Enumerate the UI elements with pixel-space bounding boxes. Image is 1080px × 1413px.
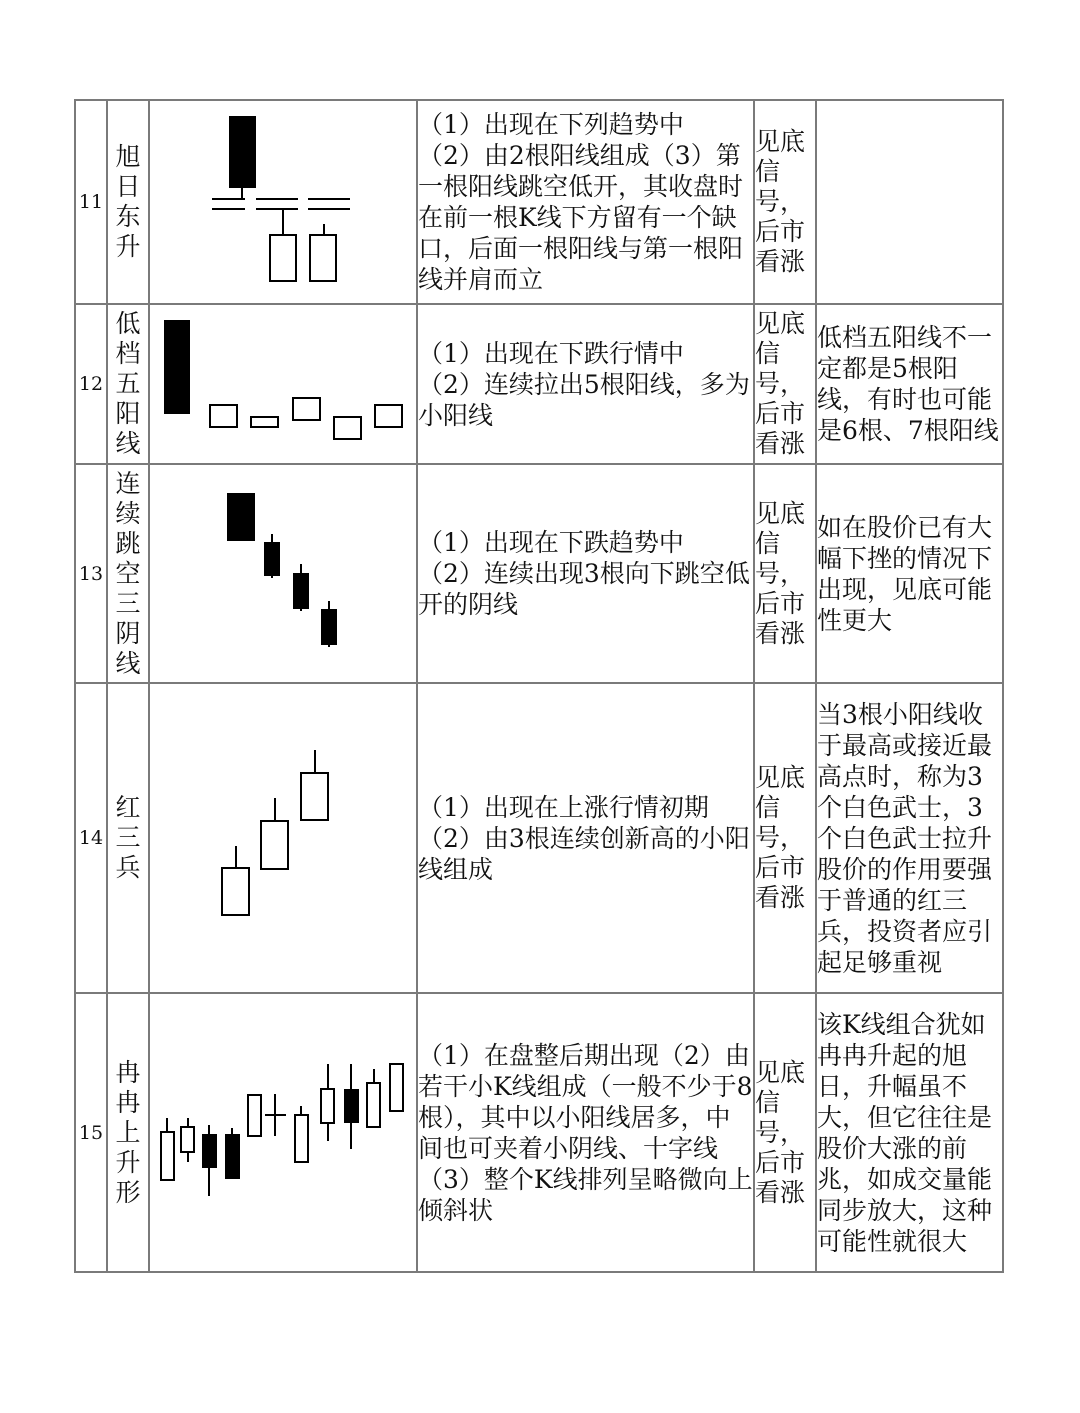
- pattern-name: 旭日东升: [107, 100, 149, 304]
- candle-bull: [261, 821, 288, 869]
- candlestick-figure-14: [150, 685, 414, 991]
- pattern-note: 当3根小阳线收于最高或接近最高点时，称为3个白色武士，3个白色武士拉升股价的作用要强于普通的红三兵，投资者应引起足够重视: [816, 683, 1003, 993]
- pattern-figure: [149, 993, 417, 1272]
- pattern-figure: [149, 464, 417, 683]
- table-row: [75, 464, 1003, 683]
- candle-bull: [334, 417, 361, 439]
- pattern-features: （1）出现在下跌趋势中 （2）连续出现3根向下跳空低开的阴线: [417, 464, 754, 683]
- row-number: 11: [75, 100, 107, 304]
- candle-bull: [375, 405, 402, 427]
- candlestick-figure-12: [150, 306, 414, 462]
- pattern-features: （1）出现在下跌行情中 （2）连续拉出5根阳线，多为小阳线: [417, 304, 754, 464]
- pattern-figure: [149, 683, 417, 993]
- table-row: [75, 304, 1003, 464]
- candlestick-figure-15: [150, 995, 414, 1270]
- candle-bear: [225, 1134, 240, 1179]
- table-row: [75, 100, 1003, 304]
- candle-bear: [344, 1089, 359, 1123]
- pattern-name: 冉冉上升形: [107, 993, 149, 1272]
- candlestick-figure-11: [150, 102, 414, 302]
- candle-bear: [264, 542, 280, 576]
- pattern-signal: 见底信号，后市看涨: [754, 100, 816, 304]
- candle-bull: [310, 235, 336, 281]
- candle-bull: [161, 1132, 174, 1180]
- candle-bear: [293, 573, 309, 609]
- table-row: [75, 993, 1003, 1272]
- pattern-features: （1）出现在上涨行情初期 （2）由3根连续创新高的小阳线组成: [417, 683, 754, 993]
- candle-bear: [229, 116, 256, 188]
- pattern-signal: 见底信号，后市看涨: [754, 464, 816, 683]
- candle-bull: [295, 1115, 308, 1162]
- candle-bull: [293, 398, 320, 420]
- pattern-note: 该K线组合犹如冉冉升起的旭日，升幅虽不大，但它往往是股价大涨的前兆，如成交量能同步放大，这种可能性就很大: [816, 993, 1003, 1272]
- candle-bull: [181, 1127, 194, 1152]
- pattern-figure: [149, 100, 417, 304]
- pattern-signal: 见底信号，后市看涨: [754, 993, 816, 1272]
- pattern-features: （1）出现在下列趋势中 （2）由2根阳线组成（3）第一根阳线跳空低开，其收盘时在前一根K线下方留有一个缺口，后面一根阳线与第一根阳线并肩而立: [417, 100, 754, 304]
- candle-bear: [321, 609, 337, 645]
- row-number: 14: [75, 683, 107, 993]
- pattern-figure: [149, 304, 417, 464]
- pattern-name: 低档五阳线: [107, 304, 149, 464]
- candle-bull: [367, 1083, 380, 1127]
- pattern-features: （1）在盘整后期出现（2）由若干小K线组成（一般不少于8根），其中以小阳线居多，中间也可夹着小阴线、十字线（3）整个K线排列呈略微向上倾斜状: [417, 993, 754, 1272]
- candle-bull: [321, 1089, 334, 1123]
- pattern-signal: 见底信号，后市看涨: [754, 304, 816, 464]
- row-number: 13: [75, 464, 107, 683]
- candle-bear: [202, 1134, 217, 1168]
- candle-bear: [227, 493, 255, 541]
- pattern-note: [816, 100, 1003, 304]
- row-number: 15: [75, 993, 107, 1272]
- candlestick-figure-13: [150, 466, 414, 681]
- pattern-note: 如在股价已有大幅下挫的情况下出现，见底可能性更大: [816, 464, 1003, 683]
- pattern-signal: 见底信号，后市看涨: [754, 683, 816, 993]
- candle-bull: [251, 417, 278, 427]
- candle-bull: [222, 868, 249, 915]
- table-row: [75, 683, 1003, 993]
- candle-bull: [270, 235, 296, 281]
- pattern-name: 连续跳空三阴线: [107, 464, 149, 683]
- candle-bull: [210, 405, 237, 427]
- kline-pattern-table: [74, 99, 1004, 1273]
- candle-bull: [248, 1095, 261, 1136]
- row-number: 12: [75, 304, 107, 464]
- pattern-note: 低档五阳线不一定都是5根阳线，有时也可能是6根、7根阳线: [816, 304, 1003, 464]
- candle-bear: [164, 320, 190, 414]
- pattern-name: 红三兵: [107, 683, 149, 993]
- candle-bull: [301, 773, 328, 820]
- candle-bull: [390, 1064, 403, 1111]
